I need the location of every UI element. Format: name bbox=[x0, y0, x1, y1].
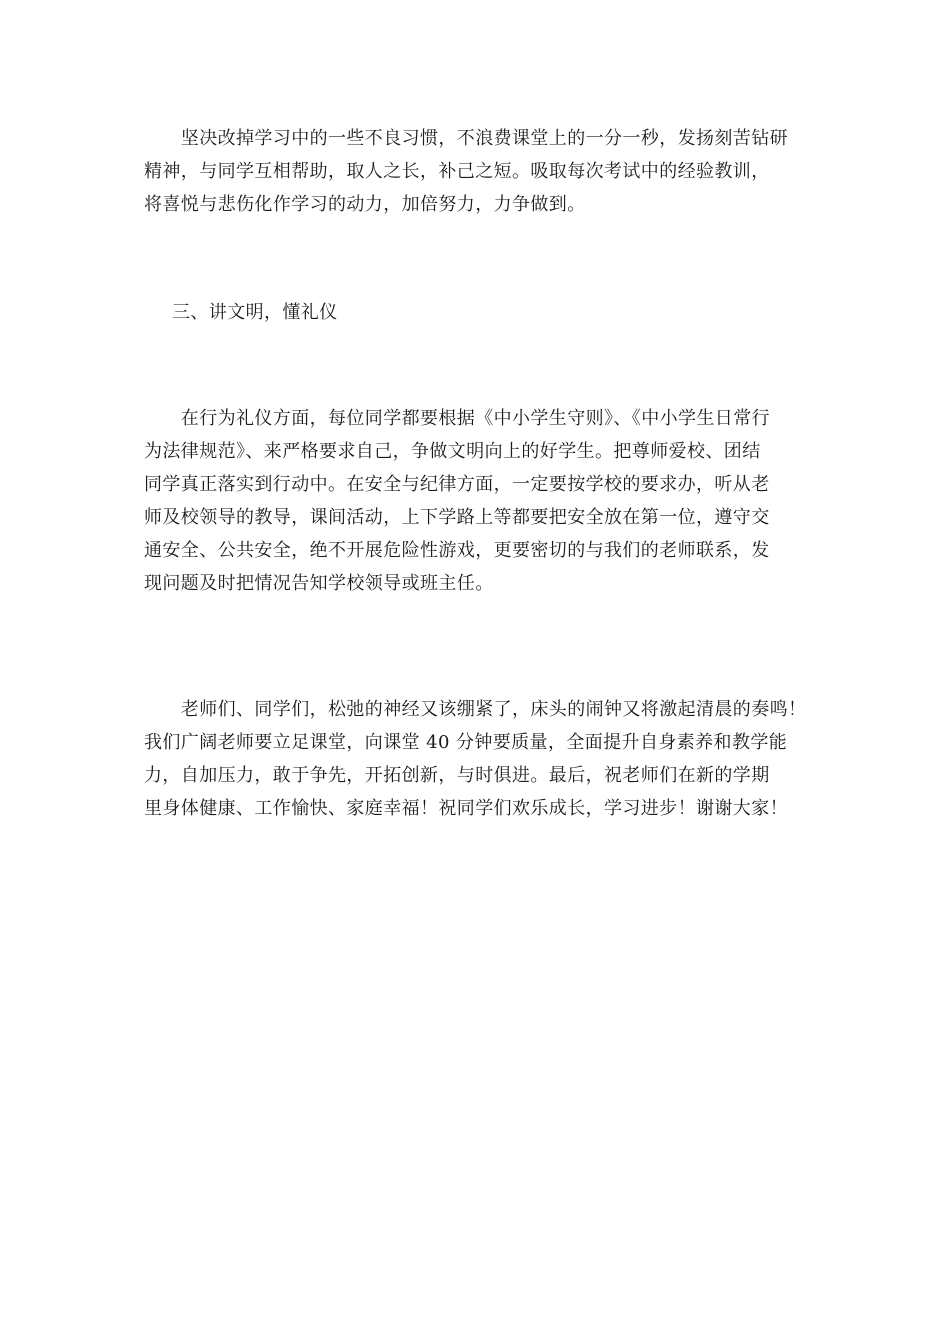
paragraph-line: 通安全、公共安全，绝不开展危险性游戏，更要密切的与我们的老师联系，发 bbox=[144, 540, 770, 561]
paragraph-line: 坚决改掉学习中的一些不良习惯，不浪费课堂上的一分一秒，发扬刻苦钻研 bbox=[144, 128, 788, 149]
paragraph-line: 将喜悦与悲伤化作学习的动力，加倍努力，力争做到。 bbox=[144, 194, 586, 215]
paragraph-line: 在行为礼仪方面，每位同学都要根据《中小学生守则》、《中小学生日常行 bbox=[144, 408, 770, 429]
paragraph-line: 同学真正落实到行动中。在安全与纪律方面，一定要按学校的要求办，听从老 bbox=[144, 474, 770, 495]
section-heading-etiquette: 三、讲文明，懂礼仪 bbox=[172, 302, 338, 323]
paragraph-etiquette bbox=[144, 402, 808, 600]
paragraph-line: 精神，与同学互相帮助，取人之长，补己之短。吸取每次考试中的经验教训， bbox=[144, 161, 770, 182]
paragraph-line: 为法律规范》、来严格要求自己，争做文明向上的好学生。把尊师爱校、团结 bbox=[144, 441, 761, 462]
paragraph-line: 师及校领导的教导，课间活动，上下学路上等都要把安全放在第一位，遵守交 bbox=[144, 507, 770, 528]
paragraph-line: 现问题及时把情况告知学校领导或班主任。 bbox=[144, 573, 494, 594]
paragraph-line: 我们广阔老师要立足课堂，向课堂 40 分钟要质量，全面提升自身素养和教学能 bbox=[144, 732, 788, 753]
paragraph-study-habits bbox=[144, 122, 808, 221]
paragraph-line: 力，自加压力，敢于争先，开拓创新，与时俱进。最后，祝老师们在新的学期 bbox=[144, 765, 770, 786]
paragraph-line: 老师们、同学们，松弛的神经又该绷紧了，床头的闹钟又将激起清晨的奏鸣！ bbox=[144, 699, 807, 720]
paragraph-closing-remarks bbox=[144, 693, 808, 825]
paragraph-line: 里身体健康、工作愉快、家庭幸福！祝同学们欢乐成长，学习进步！谢谢大家！ bbox=[144, 798, 788, 819]
